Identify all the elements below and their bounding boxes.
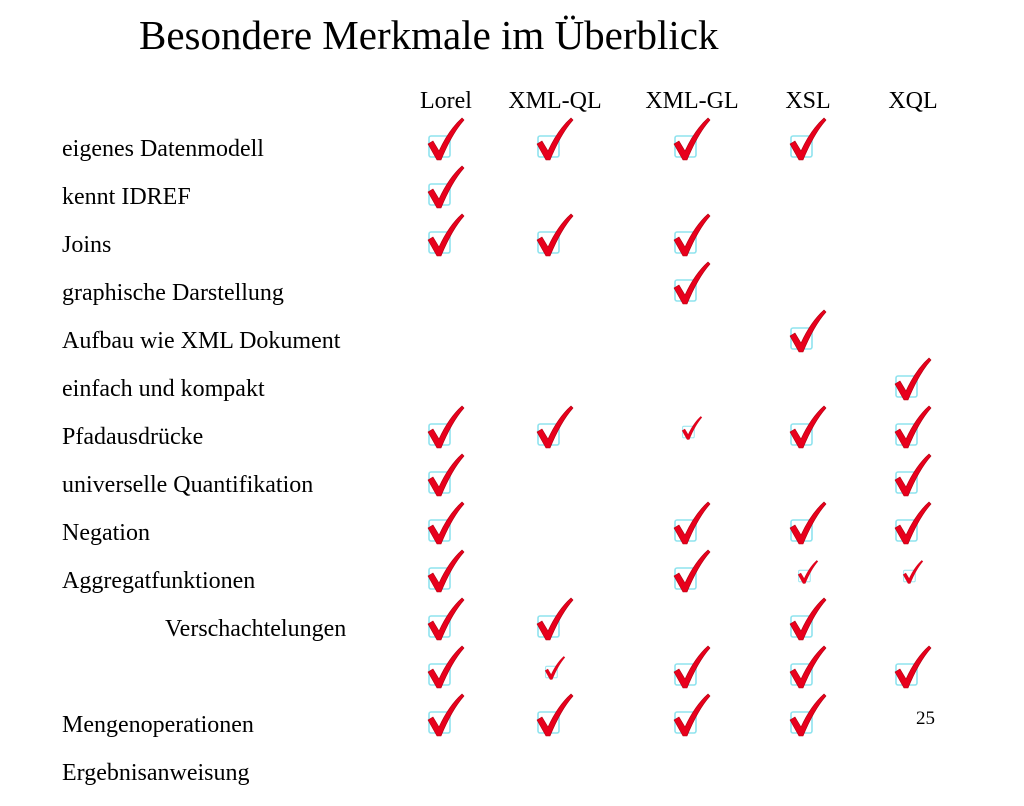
feature-row	[0, 758, 1024, 806]
checkmark-icon	[893, 454, 933, 500]
checkmark-icon	[535, 214, 575, 260]
checkmark-icon	[672, 214, 712, 260]
slide-number: 25	[916, 708, 935, 729]
feature-row	[0, 326, 1024, 374]
checkmark-icon	[893, 646, 933, 692]
column-header-xsl: XSL	[785, 88, 831, 114]
checkmark-icon	[893, 502, 933, 548]
column-header-xml-ql: XML-QL	[508, 88, 602, 114]
feature-label: Pfadausdrücke	[62, 424, 204, 450]
checkmark-icon	[426, 550, 466, 596]
feature-row	[0, 518, 1024, 566]
feature-label: Ergebnisanweisung	[62, 760, 250, 786]
checkmark-icon	[797, 560, 819, 586]
checkmark-icon	[788, 646, 828, 692]
feature-row	[0, 662, 1024, 710]
checkmark-icon	[426, 598, 466, 644]
checkmark-icon	[535, 694, 575, 740]
feature-label: eigenes Datenmodell	[62, 136, 264, 162]
checkmark-icon	[788, 694, 828, 740]
checkmark-icon	[788, 502, 828, 548]
checkmark-icon	[672, 694, 712, 740]
feature-row	[0, 134, 1024, 182]
checkmark-icon	[426, 646, 466, 692]
feature-label: Mengenoperationen	[62, 712, 254, 738]
checkmark-icon	[902, 560, 924, 586]
slide-title: Besondere Merkmale im Überblick	[139, 12, 719, 58]
feature-label: Aufbau wie XML Dokument	[62, 328, 341, 354]
feature-row	[0, 470, 1024, 518]
checkmark-icon	[788, 406, 828, 452]
checkmark-icon	[426, 694, 466, 740]
checkmark-icon	[426, 118, 466, 164]
feature-row	[0, 566, 1024, 614]
checkmark-icon	[672, 550, 712, 596]
checkmark-icon	[672, 262, 712, 308]
feature-label: kennt IDREF	[62, 184, 191, 210]
checkmark-icon	[426, 214, 466, 260]
column-header-xml-gl: XML-GL	[645, 88, 739, 114]
checkmark-icon	[788, 118, 828, 164]
checkmark-icon	[672, 502, 712, 548]
checkmark-icon	[426, 406, 466, 452]
feature-row	[0, 278, 1024, 326]
column-header-xql: XQL	[888, 88, 938, 114]
checkmark-icon	[544, 656, 566, 682]
feature-row	[0, 230, 1024, 278]
feature-row	[0, 614, 1024, 662]
checkmark-icon	[535, 118, 575, 164]
checkmark-icon	[535, 598, 575, 644]
feature-row	[0, 422, 1024, 470]
feature-label: Negation	[62, 520, 150, 546]
checkmark-icon	[426, 502, 466, 548]
feature-label: Joins	[62, 232, 112, 258]
column-header-lorel: Lorel	[420, 88, 472, 114]
feature-label: graphische Darstellung	[62, 280, 284, 306]
checkmark-icon	[788, 598, 828, 644]
checkmark-icon	[426, 166, 466, 212]
feature-label: einfach und kompakt	[62, 376, 265, 402]
feature-row	[0, 182, 1024, 230]
checkmark-icon	[893, 406, 933, 452]
checkmark-icon	[426, 454, 466, 500]
feature-label: Verschachtelungen	[165, 616, 347, 642]
checkmark-icon	[535, 406, 575, 452]
checkmark-icon	[681, 416, 703, 442]
checkmark-icon	[788, 310, 828, 356]
checkmark-icon	[672, 118, 712, 164]
feature-row	[0, 374, 1024, 422]
feature-row	[0, 710, 1024, 758]
feature-label: Aggregatfunktionen	[62, 568, 256, 594]
checkmark-icon	[672, 646, 712, 692]
checkmark-icon	[893, 358, 933, 404]
feature-label: universelle Quantifikation	[62, 472, 314, 498]
